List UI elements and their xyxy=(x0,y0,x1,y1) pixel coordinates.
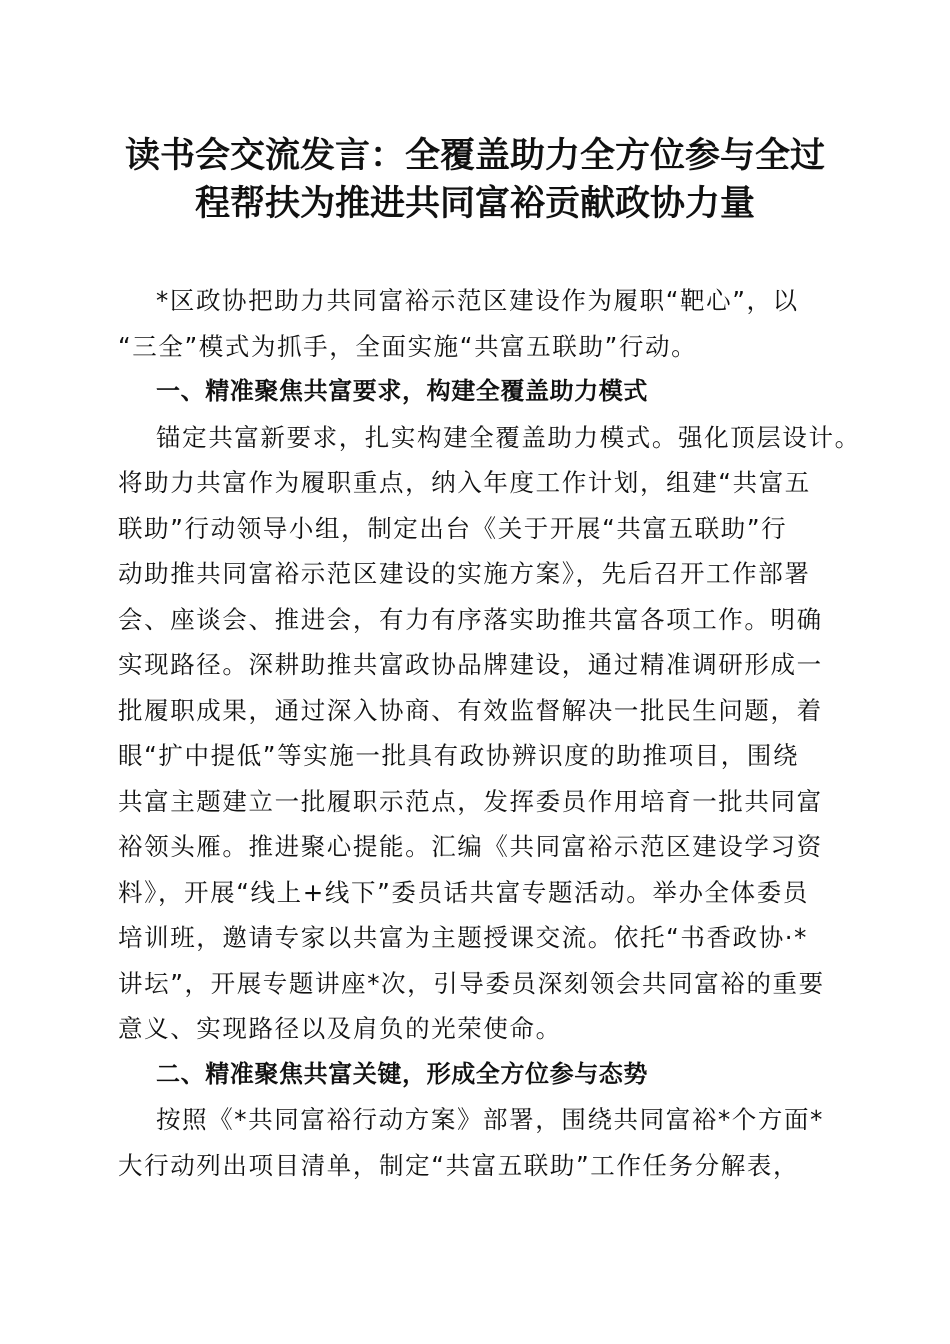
paragraph-line: “三全”模式为抓手，全面实施“共富五联助”行动。 xyxy=(118,331,698,361)
paragraph-line: 意义、实现路径以及肩负的光荣使命。 xyxy=(118,1014,562,1043)
paragraph-line: 培训班，邀请专家以共富为主题授课交流。依托“书香政协·* xyxy=(118,923,809,952)
paragraph-line: 料》，开展“线上+线下”委员话共富专题活动。举办全体委员 xyxy=(118,877,809,907)
paragraph-line: 联助”行动领导小组，制定出台《关于开展“共富五联助”行 xyxy=(118,513,788,543)
paragraph-line: 批履职成果，通过深入协商、有效监督解决一批民生问题，着 xyxy=(118,695,823,725)
document-body xyxy=(118,278,861,1188)
paragraph-line: 讲坛”，开展专题讲座*次，引导委员深刻领会共同富裕的重要 xyxy=(118,968,825,998)
paragraph-line: 按照《*共同富裕行动方案》部署，围绕共同富裕*个方面* xyxy=(156,1105,824,1134)
paragraph-line: 实现路径。深耕助推共富政协品牌建设，通过精准调研形成一 xyxy=(118,650,823,679)
paragraph-line: 动助推共同富裕示范区建设的实施方案》，先后召开工作部署 xyxy=(118,559,811,588)
title-line-1: 读书会交流发言：全覆盖助力全方位参与全过 xyxy=(124,135,825,176)
paragraph-line: 会、座谈会、推进会，有力有序落实助推共富各项工作。明确 xyxy=(118,604,823,634)
document-title xyxy=(100,132,850,228)
paragraph-line: 裕领头雁。推进聚心提能。汇编《共同富裕示范区建设学习资 xyxy=(118,832,823,861)
paragraph-line: 眼“扩中提低”等实施一批具有政协辨识度的助推项目，围绕 xyxy=(118,741,800,770)
section-heading: 一、精准聚焦共富要求，构建全覆盖助力模式 xyxy=(156,377,648,405)
title-line-2: 程帮扶为推进共同富裕贡献政协力量 xyxy=(194,183,755,224)
paragraph-line: 将助力共富作为履职重点，纳入年度工作计划，组建“共富五 xyxy=(118,468,811,497)
section-heading: 二、精准聚焦共富关键，形成全方位参与态势 xyxy=(156,1059,648,1088)
paragraph-line: 锚定共富新要求，扎实构建全覆盖助力模式。强化顶层设计。 xyxy=(156,422,861,452)
paragraph-line: 共富主题建立一批履职示范点，发挥委员作用培育一批共同富 xyxy=(118,786,823,816)
paragraph-line: *区政协把助力共同富裕示范区建设作为履职“靶心”，以 xyxy=(156,286,799,315)
paragraph-line: 大行动列出项目清单，制定“共富五联助”工作任务分解表， xyxy=(118,1150,800,1180)
